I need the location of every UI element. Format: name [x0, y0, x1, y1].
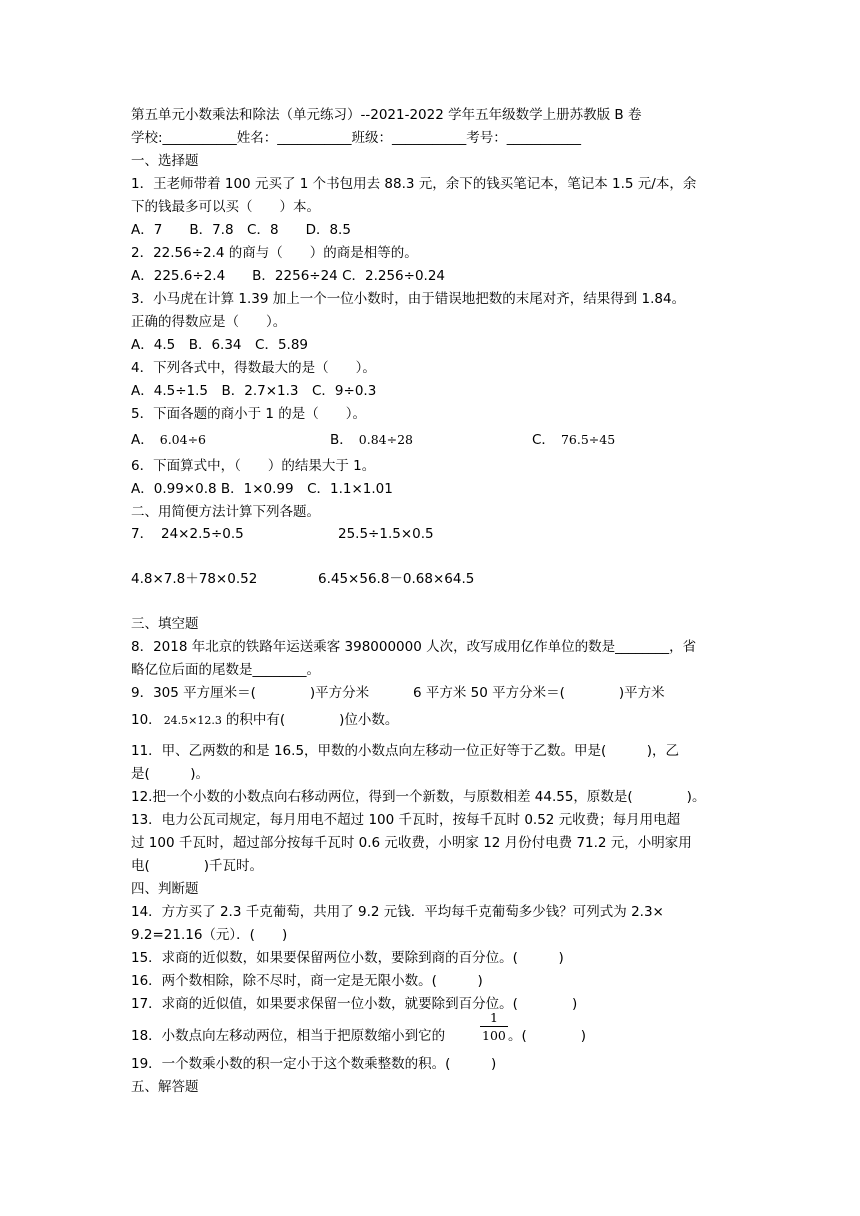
question-15: 15．求商的近似数，如果要保留两位小数，要除到商的百分位。( ) — [131, 950, 564, 966]
question-2-stem: 2．22.56÷2.4 的商与（ ）的商是相等的。 — [131, 245, 418, 261]
question-6-options: A．0.99×0.8 B．1×0.99 C．1.1×1.01 — [131, 481, 393, 497]
question-11-line-1: 11．甲、乙两数的和是 16.5，甲数的小数点向左移动一位正好等于乙数。甲是( )，乙 — [131, 743, 680, 759]
question-13-line-3: 电( )千瓦时。 — [131, 858, 264, 874]
question-7-label: 7． — [131, 526, 154, 542]
question-19: 19．一个数乘小数的积一定小于这个数乘整数的积。( ) — [131, 1056, 497, 1072]
section-heading-choice: 一、选择题 — [131, 153, 199, 169]
question-10 — [131, 710, 398, 731]
section-heading-calculation: 二、用简便方法计算下列各题。 — [131, 504, 320, 520]
question-9-part-1: 9．305 平方厘米＝( )平方分米 — [131, 685, 370, 701]
question-4-stem: 4．下列各式中，得数最大的是（ ）。 — [131, 360, 376, 376]
question-9-part-2: 6 平方米 50 平方分米＝( )平方米 — [413, 685, 665, 701]
question-5-option-b — [330, 430, 413, 450]
question-10-expression: 24.5×12.3 — [163, 714, 222, 727]
worksheet-title: 第五单元小数乘法和除法（单元练习）--2021-2022 学年五年级数学上册苏教版 B 卷 — [131, 107, 642, 123]
question-18-fraction — [480, 1009, 508, 1044]
question-11-line-2: 是( )。 — [131, 766, 210, 782]
option-c-label: C． — [532, 432, 555, 448]
question-5-options — [131, 430, 206, 450]
question-3-options: A．4.5 B．6.34 C．5.89 — [131, 337, 309, 353]
question-5-stem: 5．下面各题的商小于 1 的是（ ）。 — [131, 406, 367, 422]
question-10-label: 10． — [131, 712, 162, 728]
question-7-expression-4: 6.45×56.8－0.68×64.5 — [318, 571, 475, 587]
option-a-label: A． — [131, 432, 154, 448]
fraction-denominator: 100 — [482, 1028, 506, 1043]
question-18-after: 。( ) — [508, 1028, 587, 1044]
question-4-options: A．4.5÷1.5 B．2.7×1.3 C．9÷0.3 — [131, 383, 377, 399]
student-info-line: 学校:___________姓名：___________班级：___________考号：___________ — [131, 130, 582, 146]
question-1-line-2: 下的钱最多可以买（ ）本。 — [131, 199, 320, 215]
question-7-expression-2: 25.5÷1.5×0.5 — [338, 526, 434, 542]
question-14-line-2: 9.2=21.16（元）．( ) — [131, 927, 288, 943]
question-3-line-1: 3．小马虎在计算 1.39 加上一个一位小数时，由于错误地把数的末尾对齐，结果得到 1.84。 — [131, 291, 686, 307]
question-7-expression-3: 4.8×7.8＋78×0.52 — [131, 571, 258, 587]
question-12-line-1: 12.把一个小数的小数点向右移动两位，得到一个新数，与原数相差 44.55，原数是( )。 — [131, 789, 706, 805]
question-13-line-1: 13．电力公瓦司规定，每月用电不超过 100 千瓦时，按每千瓦时 0.52 元收费；每月用电超 — [131, 812, 681, 828]
question-14-line-1: 14．方方买了 2.3 千克葡萄，共用了 9.2 元钱．平均每千克葡萄多少钱？可列式为 2.3× — [131, 904, 664, 920]
question-18-before: 18．小数点向左移动两位，相当于把原数缩小到它的 — [131, 1028, 446, 1044]
question-1-line-1: 1．王老师带着 100 元买了 1 个书包用去 88.3 元，余下的钱买笔记本，笔记本 1.5 元/本，余 — [131, 176, 697, 192]
question-8-line-1: 8．2018 年北京的铁路年运送乘客 398000000 人次，改写成用亿作单位的数是________，省 — [131, 639, 697, 655]
section-heading-true-false: 四、判断题 — [131, 881, 199, 897]
section-heading-word-problems: 五、解答题 — [131, 1079, 199, 1095]
question-6-stem: 6．下面算式中，（ ）的结果大于 1。 — [131, 458, 376, 474]
question-2-options: A．225.6÷2.4 B．2256÷24 C．2.256÷0.24 — [131, 268, 446, 284]
fraction-numerator: 1 — [480, 1009, 508, 1027]
question-8-line-2: 略亿位后面的尾数是________。 — [131, 662, 320, 678]
option-b-expression: 0.84÷28 — [358, 432, 413, 447]
question-5-option-c — [532, 430, 615, 450]
option-c-expression: 76.5÷45 — [560, 432, 616, 447]
option-a-expression: 6.04÷6 — [159, 432, 207, 447]
question-7-expression-1: 24×2.5÷0.5 — [161, 526, 244, 542]
question-16: 16．两个数相除，除不尽时，商一定是无限小数。( ) — [131, 973, 483, 989]
question-17: 17．求商的近似值，如果要求保留一位小数，就要除到百分位。( ) — [131, 996, 578, 1012]
option-b-label: B． — [330, 432, 353, 448]
question-10-rest: 的积中有( )位小数。 — [225, 712, 399, 728]
section-heading-fill-in: 三、填空题 — [131, 616, 199, 632]
question-13-line-2: 过 100 千瓦时，超过部分按每千瓦时 0.6 元收费，小明家 12 月份付电费 71.2 元，小明家用 — [131, 835, 692, 851]
question-3-line-2: 正确的得数应是（ ）。 — [131, 314, 287, 330]
question-1-options: A．7 B．7.8 C．8 D．8.5 — [131, 222, 351, 238]
